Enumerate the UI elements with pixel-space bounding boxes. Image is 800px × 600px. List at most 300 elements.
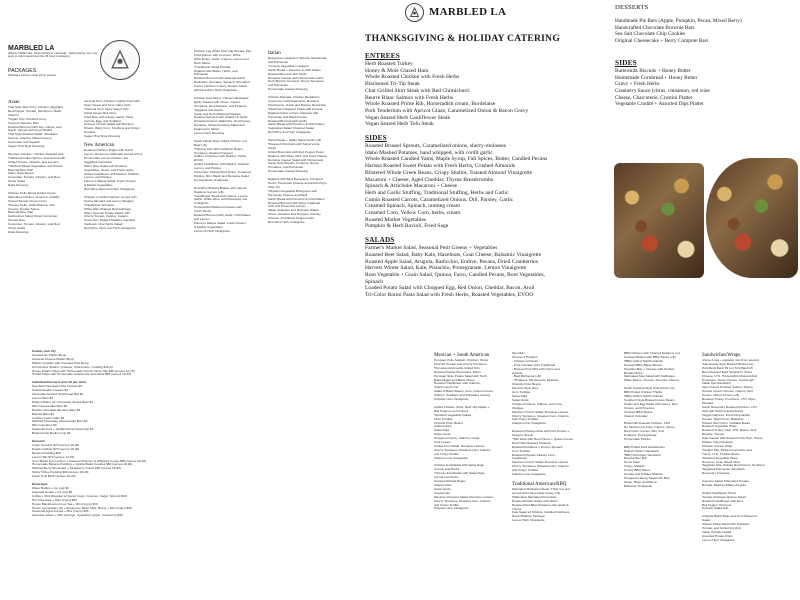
mexican-item: Mexican Chopped Salad: Romaine Lettuce,	[434, 495, 494, 499]
mexican-item: Chipotle Lime Vinaigrette	[434, 398, 469, 402]
taco-item: - Braised Pork Pibil with Citrus and	[512, 367, 560, 371]
italian-item: Chicken Marsala: Chicken Medallions	[268, 96, 320, 100]
italian-item: *Roasted Portobello with Salsa Verde	[268, 142, 320, 146]
taco-item: Cherry Tomatoes, Roasted Corn, Cilantro	[512, 465, 569, 469]
mexican-item: Cilantro, Scallions and Shredded Iceberg	[434, 394, 491, 398]
na-item: Red Wine, Dijon and Herb Vinaigrette	[84, 227, 136, 231]
taco-item: Red Chile Roasted Potatoes	[512, 441, 552, 445]
asian-item: *Tandoori Mixed Vegetables and Paneer	[8, 164, 64, 168]
bbq-item: Red Onion, Lemon (GF) Vnd	[624, 430, 664, 434]
mexican-item: Baked Eggs and Black Olives	[434, 378, 475, 382]
col3-item: Roasted Broccoli with Garlic, Chili Flakes,	[194, 214, 252, 218]
asian-item: Red Pepper, Tomato, Mushroom, Basil,	[8, 109, 62, 113]
sandwich-item: Chicken Caesar Wrap	[702, 444, 733, 448]
dessert-item: Lemon Tart $72 (serves 12-15)	[32, 455, 75, 459]
individual-dessert-item: Double Chocolate Brownie Bars $3	[32, 408, 81, 412]
col3-item: Roasted Spinach with Shallots & Garlic	[194, 116, 248, 120]
col2-item: Vegan Thai Style Dressing	[84, 135, 121, 139]
sandwich-item: Prosciutto, Swiss Cheese, Sourdough	[702, 378, 754, 382]
sandwich-item: Italian Deli Sandwich	[702, 382, 731, 386]
beverage-item: Hot Chocolate + Mini (Cups) $30	[32, 498, 77, 502]
bbq-item: Homemade Pickles	[624, 437, 651, 441]
taco-item: Wedges	[512, 406, 524, 410]
italian-item: Roasted Broccoli with Garlic	[268, 72, 307, 76]
col3-item: with Red Wine Herb Vinaigrette	[194, 89, 238, 93]
sandwiches-column	[702, 352, 798, 543]
sandwich-item: Chipotle Black Bean and Corn Macaroni	[702, 515, 758, 519]
individual-dessert-item: Snickerdoodle Cookies $3	[32, 389, 68, 393]
packages-note: [Packages minimum order 15 per person]	[8, 74, 56, 78]
taco-item: - Chicken Al Pastor	[512, 359, 539, 363]
sandwich-item: Caprese Salad, Marinated Tomato,	[702, 480, 750, 484]
individual-desserts-title: Individual Desserts (min 20 per item)	[32, 381, 86, 385]
dessert-item: Peach Cobbler $70 (serves 18-20)	[32, 447, 80, 451]
side-item: Cumin Roasted Carrots, Caramelized Onions, Dill, Parsley, Garlic	[365, 196, 514, 203]
taco-item: Chipotle Pinto Beans	[512, 383, 541, 387]
salad-item: Tri-Color Rotini Pasta Salad with Fresh Herbs, Roasted Vegetables, EVOO	[365, 292, 534, 299]
col3-item: Tomatoes, Roasted Peppers	[194, 151, 234, 155]
side-right-item: Buttermilk Biscuits + Honey Butter	[615, 67, 691, 74]
asian-item: Onion Salad	[8, 227, 26, 231]
asian-item: Tandoori Chicken: Chicken Roasted with	[8, 152, 64, 156]
dessert-item: Apple Crumble $70 (serves 18-20)	[32, 443, 80, 447]
italian-item: Red Wine and Herb Vinaigrette	[268, 131, 311, 135]
italian-item: Roasted Broccoli with Spicy Calabrian	[268, 201, 321, 205]
col3-item: lightly braised with Onion, Capers,	[194, 100, 241, 104]
italian-item: Homemade Caesar Dressing	[268, 170, 308, 174]
bbq-item: BBQ Chicken with Charred Scallions (or)	[624, 352, 680, 355]
side-item: Pumpkin & Herb Ravioli, Fried Sage	[365, 223, 449, 230]
sandwich-item: Barn Roasted Beef Sandwich, Swiss	[702, 370, 753, 374]
trad-item: Kale Salad w/ Tahinsa, Candied Cashews,	[512, 511, 571, 515]
taco-item: Mexican Crunch Salad: Romaine Lettuce,	[512, 410, 570, 414]
asian-item: Roasted Broccoli with Soy, Ginger, and	[8, 125, 62, 129]
sandwich-item: Rosemary Focaccia	[702, 472, 730, 476]
mexican-item: Crema and Herbs	[434, 476, 459, 480]
sandwich-item: Lemon Herb Vinaigrette	[702, 538, 735, 542]
col3-item: Horseradish Mashed Potatoes with	[194, 206, 242, 210]
beverage-item: Assorted Juices + Mini (Orange, Grapefruit, Apple, Cranberry) $35	[32, 514, 123, 518]
col3-item: Carrot, Heirloom Cherry Tomato Salad,	[194, 85, 248, 89]
sandwich-item: Tomato, and Grilled Zucchini	[702, 526, 742, 530]
right-desserts-sides	[615, 2, 795, 108]
mexican-item: Peruvian Pollo Saltado: Chicken, Onion,	[434, 359, 490, 362]
entree-item: Herb Roasted Turkey	[365, 61, 413, 67]
sandwich-item: Italian Tortellini Salad	[702, 530, 732, 534]
bbq-item: Breadcrumbs	[624, 371, 643, 375]
snacks-item: Artisanal Cheese Platter $9 pp	[32, 357, 74, 361]
mexican-item: Salad of Black Beans, Corn, Queso Fresco,	[434, 390, 494, 394]
asian-item: Kachumbar Salad: Diced Cucumber,	[8, 215, 59, 219]
individual-dessert-item: Peanut Butter (or) Chocolate Smore Bars $3	[32, 400, 93, 404]
sandwich-item: Pickles, Dijon Mustard	[702, 441, 733, 445]
col3-item: Cucumber, Shaved Red Onion, Tomatoes,	[194, 171, 252, 175]
asian-item: Marinated Chicken, served in a Mildly	[8, 195, 60, 199]
sandwich-item: Brioche, Tomato	[702, 433, 725, 437]
bbq-item: Marinated Kale Salad with Cabbages,	[624, 375, 676, 379]
col3-item: Parmesan	[194, 73, 209, 77]
mexican-item: Cilantro Lime Vinaigrette	[434, 456, 468, 460]
taco-item: - Beef Barbacoa (+$)	[512, 375, 541, 379]
mexican-item: *Peruvian Aji Amarillo Grilled Tofu	[434, 366, 480, 370]
entrees-title: ENTREES	[365, 52, 400, 60]
mexican-item: and Crispy Tortilla	[434, 503, 459, 507]
dessert-item: Homemade Banana Pudding + Vanilla Wafer Cookies $80 (serves 18-20)	[32, 463, 133, 467]
italian-item: *Creamy Vegetarian Lasagna	[268, 64, 309, 68]
italian-item: and Parmesan	[268, 84, 289, 88]
asian-item: Cilantro	[8, 113, 19, 117]
trad-item: Dried Shallots, Tarragon	[512, 515, 546, 519]
col3-item: Wine Butter, Garlic, Capers, Lemon and	[194, 57, 249, 61]
sandwich-item: Turnip, LTO, Tzatziki Sauce	[702, 452, 740, 456]
asian-item: Warm Naan Bread	[8, 172, 34, 176]
individual-dessert-item: Mini Cheesecake Bars $3	[32, 404, 68, 408]
salad-item: Roasted Apple Salad, Arugula, Radicchio, Endive, Pecans, Dried Cranberries	[365, 258, 538, 265]
col3-item: & Market Vegetables	[194, 225, 223, 229]
food-photo-right	[706, 158, 798, 278]
side-item: Blistered Whole Green Beans, Crispy Shallot, Toasted Almond Vinaigrette	[365, 169, 533, 176]
sandwich-item: Garlic Rosemary Roasted Chicken, LTO	[702, 405, 757, 409]
entree-item: Vegan Seared Herb Tofu Steak	[365, 121, 434, 128]
salad-item: Harvest Winter Salad, Kale, Pistachio, Pomegranate, Lemon Vinaigrette	[365, 265, 527, 272]
trad-item: *Marinated Marinated Portobello	[512, 495, 557, 499]
dessert-item: Fresh Fruit $140 (serves 18-20)	[32, 475, 76, 479]
entree-item: Pork Tenderloin with Apricot Glaze, Caramelized Onion & Bacon Gravy	[365, 107, 529, 114]
mexican-item: Chipotle Lime Vinaigrette	[434, 507, 469, 511]
col3-item: Parsley, Mint, Basil, and Romaine Salad	[194, 175, 249, 178]
col3-item: Saffron Couscous with Raisins, Herbs,	[194, 155, 247, 159]
individual-dessert-item: Lemon Bars $3	[32, 396, 53, 400]
sandwich-item: Spinach Salad with	[702, 507, 729, 511]
sandwich-item: Assorted Potato Chips	[702, 534, 733, 538]
na-item: Grilled Cauliflower with Raisins, Dukkah,	[84, 172, 140, 176]
mexican-item: Cilantro Rice	[434, 484, 452, 487]
italian-item: *Rigatoni Vegetable Bolognese with	[268, 189, 318, 193]
bbq-item: Brioche Bun Bun	[624, 457, 648, 461]
na-item: Cherry Tomato, Parsley, Capers,	[84, 215, 129, 219]
asian-title: Asian	[8, 100, 20, 105]
trad-item: served with Homemade Gravy (+$)	[512, 491, 561, 495]
asian-item: Cucumber, Tomato, Cilantro, and Red	[8, 176, 60, 180]
bbq-item: Classic Coleslaw	[624, 414, 648, 418]
col3-item: Vinaigrette	[194, 202, 209, 206]
bbq-item: Buttermilk Roasted Chicken: 12/0	[624, 422, 670, 426]
bbq-item: Smoked Brisket with BBQ Sauce (+$)	[624, 355, 676, 359]
italian-item: Mushrooms, Garlic and Parsley Reduction	[268, 103, 326, 107]
sandwich-item: Grilled Cauliflower Tacos	[702, 491, 736, 495]
mexican-item: Charred Tomato and Cherry Tomatoes	[434, 362, 487, 366]
col3-item: Garlic, White Wine, and Rosemary Jus	[194, 198, 248, 202]
col3-item: Chicken Cacciatore: Chicken Marinated	[194, 96, 249, 100]
entree-item: Whole Roasted Prime Rib, Horseradish cream, Bordelaise	[365, 101, 496, 108]
side-item: Idaho Mashed Potatoes, hand whipped, with confit garlic	[365, 149, 493, 156]
taco-item: Cherry Tomatoes, Roasted Corn, Cilantro	[512, 414, 569, 418]
asian-item: Cucumber, Tomato, Cilantro, and Red	[8, 223, 60, 227]
bbq-item: BBQ Pulled Pork Sandwiches	[624, 445, 665, 449]
entree-item: Honey & Mole Glazed Ham	[365, 67, 429, 74]
asian-item: Grilled Onions, Cilantro, and Lemons	[8, 160, 59, 164]
food-photo-top	[614, 163, 704, 278]
mexican-item: Salsa Verde	[434, 433, 451, 437]
side-right-item: Vegetable Crudité + Assorted Dips Platter	[615, 101, 704, 108]
taco-title: Taco Bar:	[512, 352, 526, 355]
sandwich-item: Roasted Cauliflower with Red	[702, 499, 743, 503]
individual-dessert-item: Butterscotch Budino Cup $4	[32, 432, 71, 436]
individual-dessert-item: Mini Cupcakes $3	[32, 424, 57, 428]
na-item: Cashews, Fine Herbs Salad	[84, 223, 123, 227]
salads-title: SALADS	[365, 236, 395, 245]
sandwich-item: Aioli with Soft Focaccia Bread	[702, 409, 743, 413]
taco-item: Salsa Roja	[512, 394, 527, 398]
left-brand: MARBLED LA	[8, 45, 55, 52]
bbq-item: Smoked BBQ Beans	[624, 410, 653, 414]
taco-item: Salsa Verde	[512, 398, 529, 402]
mexican-item: Cilantro and Lime	[434, 386, 459, 390]
dessert-item: Banana Pudding $70	[32, 451, 61, 455]
asian-item: Carrots, Cilantro, Mixed Greens,	[8, 137, 53, 141]
bbq-item: *BBQ Portobello Sandwich	[624, 453, 661, 457]
italian-item: Sliced Steak + Italian Salsa Verde (+$)	[268, 139, 321, 143]
italian-item: Herbs, Parmesan Cheese and Extra Virgin	[268, 182, 327, 185]
entree-item: Whole Roasted Chicken with Fresh Herbs	[365, 74, 460, 81]
bbq-item: Texas Slaw	[624, 461, 640, 465]
sandwich-item: *Eggplant Parmesan Sandwich	[702, 468, 745, 472]
asian-item: Vegan Thai Style Dressing	[8, 145, 45, 149]
na-item: *Eggplant Caponata	[84, 160, 112, 164]
snacks-title: Snacks (min 20)	[32, 350, 56, 353]
taco-item: Cauliflower	[512, 457, 528, 461]
asian-item: Spiced Tomato Cream Curry	[8, 199, 47, 203]
taco-item: Chopped Onions, Cilantro, and Lime	[512, 402, 563, 406]
na-item: Cucumber, Pickled Shallots, Candied	[84, 219, 135, 223]
col3-item: Roasted Broccoli with Roasted Garlic,	[194, 77, 246, 81]
bbq-item: Southern Style Braised Green Beans	[624, 398, 675, 402]
taco-item: Corn Tortillas	[512, 391, 530, 395]
dessert-right-item: Original Cheesecake + Berry Compote Bars	[615, 38, 709, 45]
italian-item: Homemade Caesar Dressing	[268, 88, 308, 92]
mexican-item: Cilantro Rice	[434, 425, 452, 429]
bbq-item: Crispy Shallots	[624, 465, 645, 469]
asian-item: Basmati Rice Pilaf	[8, 211, 34, 215]
asian-item: Garlic, topped with Fried Shallot	[8, 129, 52, 133]
taco-item: Mexican Crunch Salad: Romaine Lettuce,	[512, 461, 570, 465]
col3-item: Beef (+$)	[194, 143, 207, 147]
sandwich-item: Vietnamese Style Braised Brisket (or)	[702, 362, 754, 366]
dessert-item: Corn Bread Tres Leches + Caramel Popcorn & Whipped Cream $80 (serves 18-20)	[32, 459, 147, 463]
side-right-item: Cranberry Sauce (citrus, cinnamon, red wine	[615, 87, 710, 94]
trad-item: Lemon Herb Vinaigrette	[512, 519, 545, 523]
thanksgiving-title: THANKSGIVING & HOLIDAY CATERING	[365, 34, 561, 44]
asian-item: *Paneer Pollo: Grilled Paneer with	[8, 203, 55, 207]
sandwich-item: Pork Belly Banh Mi (or) Tofu Banh Mi	[702, 366, 753, 370]
italian-item: Rigatoni with Beef Bolognese, Chopped	[268, 178, 323, 182]
bbq-item: BBQ Pulled Chicken Thighs	[624, 391, 663, 395]
taco-item: - Pork Carnitas (GF) Traditional	[512, 363, 555, 367]
side-item: Harissa Roasted Sweet Potato with Fresh Herbs, Crushed Almonds	[365, 163, 515, 170]
na-item: Grainy Mustard and Lemon Wedges	[84, 199, 134, 203]
italian-item: Grilled Broccolini with Red Pepper Pesto	[268, 150, 324, 154]
sandwich-item: Pickled Red Onion, Ciabatta Bread	[702, 421, 750, 425]
mexican-column	[434, 352, 510, 511]
side-item: Roasted Brussel Sprouts, Caramelized onions, sherry-molasses	[365, 143, 506, 150]
italian-item: Garlic Herb Brioche Croutons, Roma	[268, 162, 319, 166]
bbq-item: Pulled Chicken Sandwich	[624, 449, 659, 453]
bbq-item: Balsamic Vinaigrette	[624, 484, 653, 488]
italian-item: Parmesan and Black Pepper	[268, 115, 308, 119]
left-logo-icon	[100, 40, 140, 80]
individual-dessert-item: Chocolate Almond Shortbread Bar $3	[32, 393, 84, 397]
italian-item: Romaine Caesar Salad with Homemade	[268, 158, 324, 162]
col3-item: Fried Wiener with a Lemon, White	[194, 53, 241, 57]
dessert-item: Sticky Toffee Pudding $80 (serves 18-20)	[32, 471, 89, 475]
side-right-item: Gravy + Fresh Herbs	[615, 81, 660, 88]
na-item: Red Wine Dijon and Herb Vinaigrette	[84, 188, 135, 192]
individual-dessert-item: Blondie Bars $3	[32, 412, 54, 416]
side-item: Roasted Market Vegetables	[365, 216, 427, 223]
new-american-title: New American	[84, 143, 115, 149]
asian-item: Cucumber and Squash	[8, 141, 40, 145]
col2-item: Noodles	[84, 131, 96, 135]
col3-item: Grilled Cauliflower with Raisins, Dukkah,	[194, 163, 250, 167]
thanksgiving-section	[365, 34, 615, 299]
side-item: Spinach & Artichoke Macaroni + Cheese	[365, 183, 458, 190]
side-item: Whole Roasted Candied Yams, Maple Syrup, Fall Spices, Butter, Candied Pecans	[365, 156, 548, 163]
col3-item: Lemon & Herb Vinaigrette	[194, 229, 230, 233]
italian-item: Bolognese Lasagna or Ricotta, Mozzarella	[268, 57, 327, 60]
na-item: *Cauliflower Schnitzel	[84, 203, 114, 207]
sandwich-item: Roasted Turkey Club, LTO, Bacon, Aioli	[702, 429, 757, 433]
italian-item: Parmesan Cheese and Basil	[268, 193, 308, 197]
mexican-item: Salsa Verde	[434, 487, 451, 491]
taco-item: Cilantro Lime Vinaigrette	[512, 422, 546, 426]
taco-column	[512, 352, 590, 523]
beverage-item: Coffee + Mini (Regular or Decaf, Cups, Creamer, Sugar, Stirrers) $30	[32, 494, 127, 498]
italian-item: and Parmesan	[268, 60, 289, 64]
na-item: Lemon, and Parsley	[84, 176, 112, 180]
bbq-item: White Beans, Cheese, Pecorino Cheese	[624, 379, 680, 383]
individual-dessert-item: Seasonal Fruit + Vanilla Panna Cotta Cup $4	[32, 428, 94, 432]
italian-column	[268, 50, 336, 225]
taco-item: Sesame Seeds	[512, 434, 533, 438]
na-item: Homemade Lemon Chicken Jus	[84, 156, 129, 160]
packages-title: PACKAGES	[8, 68, 37, 75]
side-item: Herb and Garlic Stuffing, Traditional Stuffing, Herbs and Garlic	[365, 189, 509, 196]
beverage-item: Assorted Sodas + Ice (ea) $2	[32, 490, 73, 494]
mexican-item: Flour Tortillas	[434, 417, 453, 421]
side-right-item: Homemade Cornbread + Honey Butter	[615, 74, 698, 81]
na-item: White Wine Braised Red Cabbage	[84, 207, 132, 211]
mexican-item: Guacamole	[434, 491, 450, 495]
taco-item: *Tofu Mole with Red Onions + Queso Fresco	[512, 437, 574, 441]
bbq-column	[624, 352, 700, 489]
bbq-item: Chopped Iceberg Salad with Red	[624, 477, 670, 480]
mexican-item: Grilled Corn Salad: Romaine Lettuce,	[434, 444, 486, 448]
bbq-item: Onions, and Pimentos	[624, 406, 655, 410]
sandwich-item: *Egyptian Pita, Pickled Red Onions, Sundried	[702, 464, 765, 468]
mexican-item: Chopped Onions, Cilantro, Cotija	[434, 437, 480, 441]
taco-item: Roasted Chipotle Cilantro Lime	[512, 453, 555, 457]
asian-item: Raita Dressing	[8, 231, 29, 234]
bbq-item: Smoky BBQ Sauce	[624, 469, 651, 473]
brand-logo-icon	[405, 3, 424, 22]
asian-item: *Vegan Tofu Thai Red Curry	[8, 117, 47, 121]
mexican-item: Chipotle Pinto Beans	[434, 421, 463, 425]
taco-item: and Crispy Tortillas	[512, 469, 539, 473]
italian-item: Rigatoni Cacio e Pepe: Rigatoni with	[268, 111, 319, 115]
brand-title: MARBLED LA	[429, 6, 507, 18]
individual-dessert-item: Sea Salt Chocolate Chip Cookies $3	[32, 385, 83, 389]
italian-item: Romaine Caesar with Homemade Garlic	[268, 76, 324, 80]
left-tagline: [Minimum $300 order. Send inquiries to: catering@ · Delivery/setup, fees may apply to orders placed less than 48 hours in advance]	[8, 52, 98, 59]
italian-item: Vegetarian Italian Chopped Salad	[268, 127, 315, 131]
col2-item: Chinese Crunch Salad with Bamboo	[84, 123, 134, 127]
sandwiches-title: Sandwiches/Wraps	[702, 353, 741, 358]
sandwich-item: Burrata, Basil and Baby Arugula	[702, 484, 746, 487]
asian-column	[8, 100, 84, 235]
sandwich-item: Tomato Chickpea Quinoa Salad	[702, 495, 746, 499]
mexican-item: Cherry Tomatoes, Roasted Corn, Cilantro	[434, 499, 491, 503]
sandwich-item: Onions, Mixed Greens (+$)	[702, 394, 740, 398]
sandwich-item: *Roasted Vegetable Wrap	[702, 456, 738, 460]
beverage-item: Seasonal Agua Fresca + Mini (Cups) $35	[32, 510, 89, 514]
trad-american-title: Traditional American/BBQ	[512, 482, 567, 487]
dessert-right-item: Handmade Pie Bars (Apple, Pumpkin, Pecan, Mixed Berry)	[615, 18, 742, 24]
mexican-item: *Roasted Vegetable Fajitas	[434, 413, 472, 417]
sandwich-item: Classic Pasta Salad with Sundried	[702, 523, 750, 527]
beverage-item: Water Bottles + Ice (ea) $2	[32, 487, 69, 490]
salad-item: Loaded Potato Salad with Chopped Egg, Red Onion, Cheddar, Bacon, Aioli	[365, 285, 535, 292]
dessert-right-item: Sea Salt Chocolate Chip Cookies	[615, 31, 686, 38]
bbq-item: Potato and Egg Salad with Celery, Red	[624, 402, 678, 406]
sandwich-item: Herbed Cream Cheese, Capers, Red	[702, 390, 753, 394]
italian-item: Rigatoni with Peas, Mint, and Goat Cheese	[268, 154, 328, 158]
entree-item: Beurre Blanc Salmon with Fresh Herbs	[365, 94, 454, 101]
taco-item: Achiote	[512, 371, 523, 375]
asian-item: Onion Salad	[8, 180, 26, 184]
sandwich-item: Veggie Caprese, Fresh Mozzarella,	[702, 413, 751, 417]
italian-item: Tomatoes, and Parmesan	[268, 166, 304, 170]
col3-item: Rainbow Carrots (+$)	[194, 190, 224, 194]
bbq-item: Cheddar Mac + Cheese with Herbed	[624, 367, 675, 371]
bbq-item: No Mushrooms Fries, Capers, Olives,	[624, 426, 676, 430]
desserts-title: Desserts	[32, 440, 46, 444]
italian-item: Chili and Preserved Lemon	[268, 205, 306, 209]
italian-item: Cheese, and Whole Pepperoncini	[268, 217, 315, 221]
mexican-item: Chicken Enchiladas with Salsa Roja,	[434, 464, 485, 468]
na-item: & Market Vegetables	[84, 184, 113, 188]
italian-item: Garlic Bread with Pecorino & Chili Flakes	[268, 197, 325, 201]
col3-item: Chicken Leg White Fish (+$) Piccata: Pan	[194, 50, 252, 53]
mexican-item: and Crispy Tortilla	[434, 452, 459, 456]
mexican-item: Grilled Chicken (Pork, Beef +$) Fajitas +	[434, 405, 490, 409]
bbq-item: Potatoes, Pomegranate	[624, 434, 657, 438]
sandwich-item: Salad	[702, 519, 710, 523]
italian-item: Garlic Bread with Pecorino & Chili Flakes	[268, 123, 325, 127]
col2-item: Garlic Ginger Bok Choy	[84, 111, 117, 115]
salad-item: Root Vegetable + Grain Salad, Quinoa, Farro, Candied Pecans, Root Vegetables,	[365, 271, 545, 278]
col3-item: Farmer's Market Salad: Fresh Greens	[194, 221, 246, 225]
italian-item: Steak	[268, 146, 276, 150]
sides-title: SIDES	[365, 134, 387, 143]
col3-item: *Eggplant Cacciatore	[194, 108, 224, 112]
italian-item: Olives, Roasted Red Peppers, Parsley	[268, 213, 321, 217]
taco-item: Roasted Poblanos + Onions Spinach	[512, 445, 563, 449]
bbq-item: Tomato and Pickled Shallots	[624, 473, 663, 477]
mexican-item: Peruvian Style Potato Salad with Herb	[434, 374, 487, 378]
italian-item: Red Wine Herb Vinaigrette	[268, 221, 305, 225]
italian-item: Herb Brioche Croutons, Roma Tomatoes,	[268, 80, 325, 84]
left-col3	[194, 50, 270, 234]
